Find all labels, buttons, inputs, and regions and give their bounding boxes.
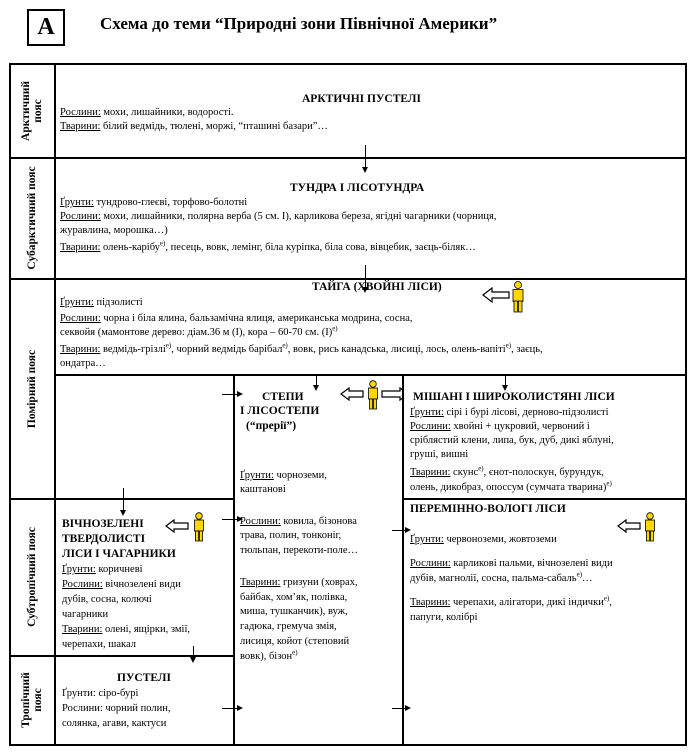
plants-text: мохи, лишайники, водорості. (100, 107, 234, 118)
tundra-title: ТУНДРА І ЛІСОТУНДРА (290, 182, 425, 194)
animals-label: Тварини: (410, 467, 451, 478)
mixed-forest-plants-2: сріблястий клени, липа, бук, дуб, дикі яблуні, (410, 435, 614, 446)
plants-label: Рослини: (60, 211, 101, 222)
soil-text: чорноземи, (273, 470, 327, 481)
soil-label: Ґрунти: (410, 407, 444, 418)
animals-label: Тварини: (60, 121, 101, 132)
evergreen-title-2: ТВЕРДОЛИСТІ (62, 533, 146, 545)
steppe-plants-2: трава, полин, тонконіг, (240, 530, 342, 541)
plants-text-2: дубів, магнолії, сосна, пальма-сабаль (410, 573, 577, 584)
animals-text: черепахи, алігатори, дикі індички (450, 597, 604, 608)
arrow-head (502, 385, 508, 391)
plants-label: Рослини: (410, 421, 451, 432)
arrow-head (120, 510, 126, 516)
endemic-mark: е) (603, 594, 610, 603)
humid-forest-animals-2: папуги, колібрі (410, 612, 478, 623)
endemic-mark: е) (576, 570, 583, 579)
page-title: Схема до теми “Природні зони Північної Америки” (100, 14, 498, 33)
mixed-forest-soil (410, 406, 609, 420)
mixed-forest-plants-3: груші, вишні (410, 449, 469, 460)
person-icon (366, 380, 380, 415)
plants-label: Рослини: (240, 516, 281, 527)
arctic-desert-plants (60, 106, 234, 120)
animals-label: Тварини: (62, 624, 103, 635)
animals-text-3: олень, дикобраз, опосcум (сумчата тварина) (410, 482, 607, 493)
arrow-head (237, 705, 243, 711)
evergreen-soil (62, 563, 143, 577)
tundra-animals (60, 241, 476, 255)
desert-plants-2: солянка, агави, кактуси (62, 718, 167, 729)
hollow-left-arrow-icon (617, 519, 641, 538)
mixed-forest-animals-2 (410, 481, 612, 495)
section-badge: А (27, 9, 65, 46)
animals-text: олені, ящірки, змії, (102, 624, 190, 635)
connector-line (123, 488, 124, 510)
desert-plants: Рослини: чорний полин, (62, 703, 171, 714)
arrow-head (313, 385, 319, 391)
taiga-soil (60, 296, 143, 310)
desert-title: ПУСТЕЛІ (117, 672, 171, 684)
steppe-title-2: І ЛІСОСТЕПИ (240, 405, 320, 417)
animals-text: білий ведмідь, тюлені, моржі, “пташині базари”… (100, 121, 328, 132)
connector-line (392, 530, 406, 531)
soil-text: сірі і бурі лісові, дерново-підзолисті (443, 407, 609, 418)
animals-text: олень-карібу (100, 242, 160, 253)
plants-text: карликові пальми, вічнозелені види (450, 558, 613, 569)
endemic-mark: е) (332, 324, 338, 333)
taiga-animals-2: ондатра… (60, 358, 106, 369)
connector-line (365, 265, 366, 287)
humid-forest-plants-2 (410, 572, 593, 586)
steppe-plants-3: тюльпан, перекоти-поле… (240, 545, 359, 556)
endemic-mark: е) (478, 464, 484, 473)
person-icon (510, 281, 526, 318)
endemic-mark: е) (282, 341, 288, 350)
person-icon (643, 512, 657, 547)
soil-label: Ґрунти: (62, 564, 96, 575)
mixed-forest-title: МІШАНІ І ШИРОКОЛИСТЯНІ ЛІСИ (413, 391, 615, 403)
endemic-mark: е) (292, 648, 298, 657)
soil-label: Ґрунти: (60, 197, 94, 208)
arrow-head (190, 657, 196, 663)
endemic-mark: е) (606, 479, 612, 488)
evergreen-plants-3: чагарники (62, 609, 109, 620)
humid-forest-plants (410, 557, 613, 571)
evergreen-plants (62, 578, 181, 592)
plants-text: хвойні + цукровий, червоний і (450, 421, 590, 432)
steppe-plants (240, 515, 357, 529)
animals-label: Тварини: (60, 344, 101, 355)
hollow-left-arrow-icon (165, 519, 189, 538)
plants-text-2: секвойя (мамонтове дерево: діам.36 м (І), кора – 60-70 см. (І) (60, 327, 333, 338)
plants-text: мохи, лишайники, полярна верба (5 см. І), карликова береза, ягідні чагарники (чорниця, (100, 211, 497, 222)
connector-line (222, 708, 238, 709)
endemic-mark: е) (159, 239, 166, 248)
arrow-head (237, 516, 243, 522)
tundra-plants (60, 210, 684, 224)
steppe-animals-5: лисиця, койот (степовий (240, 636, 350, 647)
mixed-forest-animals (410, 466, 604, 480)
plants-text: ковила, бізонова (280, 516, 357, 527)
temperate-left-cell (54, 374, 235, 500)
evergreen-plants-2: дубів, сосна, колючі (62, 594, 152, 605)
steppe-animals-2: байбак, хом’як, полівка, (240, 592, 348, 603)
arrow-head (237, 391, 243, 397)
belt-temperate-label: Помірний пояс (26, 349, 38, 429)
steppe-animals-6 (240, 650, 298, 664)
animals-label: Тварини: (240, 577, 281, 588)
steppe-animals-3: миша, тушканчик), вуж, (240, 606, 348, 617)
soil-text: тундрово-глеєві, торфово-болотні (93, 197, 248, 208)
animals-label: Тварини: (410, 597, 451, 608)
taiga-title: ТАЙГА (ХВОЙНІ ЛІСИ) (312, 281, 442, 293)
animals-text-2: , песець, вовк, лемінг, біла курiпка, біла сова, вівцебик, заєць-біляк… (165, 242, 476, 253)
taiga-plants-2 (60, 326, 338, 340)
soil-text: коричневі (95, 564, 143, 575)
steppe-title-1: СТЕПИ (262, 391, 304, 403)
humid-forest-animals: Тварини: черепахи, алігатори, дикі індички$^{е)}$, (410, 594, 612, 608)
animals-label: Тварини: (60, 242, 101, 253)
arctic-desert-title: АРКТИЧНІ ПУСТЕЛІ (302, 93, 421, 105)
belt-subarctic-label: Субарктичний пояс (26, 166, 38, 270)
tundra-soil (60, 196, 247, 210)
animals-text-2: , чорний ведмідь барібал (171, 344, 283, 355)
animals-text-4: , заєць, (511, 344, 543, 355)
soil-label: Ґрунти: (410, 534, 444, 545)
taiga-animals (60, 343, 543, 357)
evergreen-title-3: ЛІСИ І ЧАГАРНИКИ (62, 548, 176, 560)
belt-subtropical-label: Субтропічний пояс (26, 527, 38, 627)
animals-text: гризуни (ховрах, (280, 577, 358, 588)
plants-text: вічнозелені види (102, 579, 181, 590)
evergreen-animals (62, 623, 190, 637)
animals-text-2: , єнот-полоскун, бурундук, (483, 467, 604, 478)
steppe-animals-4: гадюка, гремуча змія, (240, 621, 337, 632)
hollow-left-arrow-icon (340, 387, 364, 406)
belt-tropical-label: Тропічний пояс (20, 672, 44, 728)
taiga-plants (60, 312, 413, 326)
arrow-head (362, 167, 368, 173)
animals-text: ведмідь-грізлі (100, 344, 166, 355)
plants-label: Рослини: (60, 313, 101, 324)
endemic-mark: е) (505, 341, 512, 350)
steppe-soil (240, 469, 327, 483)
zone-desert (54, 655, 235, 746)
desert-soil: Ґрунти: сіро-бурі (62, 688, 139, 699)
connector-line (365, 145, 366, 167)
plants-label: Рослини: (60, 107, 101, 118)
connector-line (222, 394, 238, 395)
evergreen-animals-2: черепахи, шакал (62, 639, 136, 650)
soil-label: Ґрунти: (240, 470, 274, 481)
steppe-title-3: (“прерії”) (246, 420, 297, 432)
endemic-mark: е) (165, 341, 172, 350)
connector-line (392, 708, 406, 709)
evergreen-title-1: ВІЧНОЗЕЛЕНІ (62, 518, 144, 530)
person-icon (192, 512, 206, 547)
hollow-left-arrow-icon (482, 287, 510, 308)
animals-text-3: , вовк, рись канадська, лисиці, лось, олень-вапіті (287, 344, 506, 355)
steppe-soil-2: каштанові (240, 484, 286, 495)
animals-text: скунс (450, 467, 479, 478)
soil-label: Ґрунти: (60, 297, 94, 308)
plants-text-3: … (582, 573, 593, 584)
connector-line (222, 519, 238, 520)
arrow-head (405, 705, 411, 711)
arrow-head (405, 527, 411, 533)
humid-forest-title: ПЕРЕМІННО-ВОЛОГІ ЛІСИ (410, 503, 566, 515)
soil-text: підзолисті (93, 297, 143, 308)
plants-label: Рослини: (62, 579, 103, 590)
humid-forest-soil (410, 533, 557, 547)
plants-label: Рослини: (410, 558, 451, 569)
animals-text-6: вовк), бізон (240, 651, 293, 662)
plants-text: чорна і біла ялина, бальзамічна ялиця, американська модрина, сосна, (100, 313, 413, 324)
arctic-desert-animals (60, 120, 328, 134)
mixed-forest-plants (410, 420, 590, 434)
arrow-head (362, 287, 368, 293)
soil-text: червоноземи, жовтоземи (443, 534, 557, 545)
belt-arctic-label: Арктичний пояс (20, 81, 44, 141)
tundra-plants-2: журавлина, морошка…) (60, 225, 168, 236)
steppe-animals (240, 576, 358, 590)
